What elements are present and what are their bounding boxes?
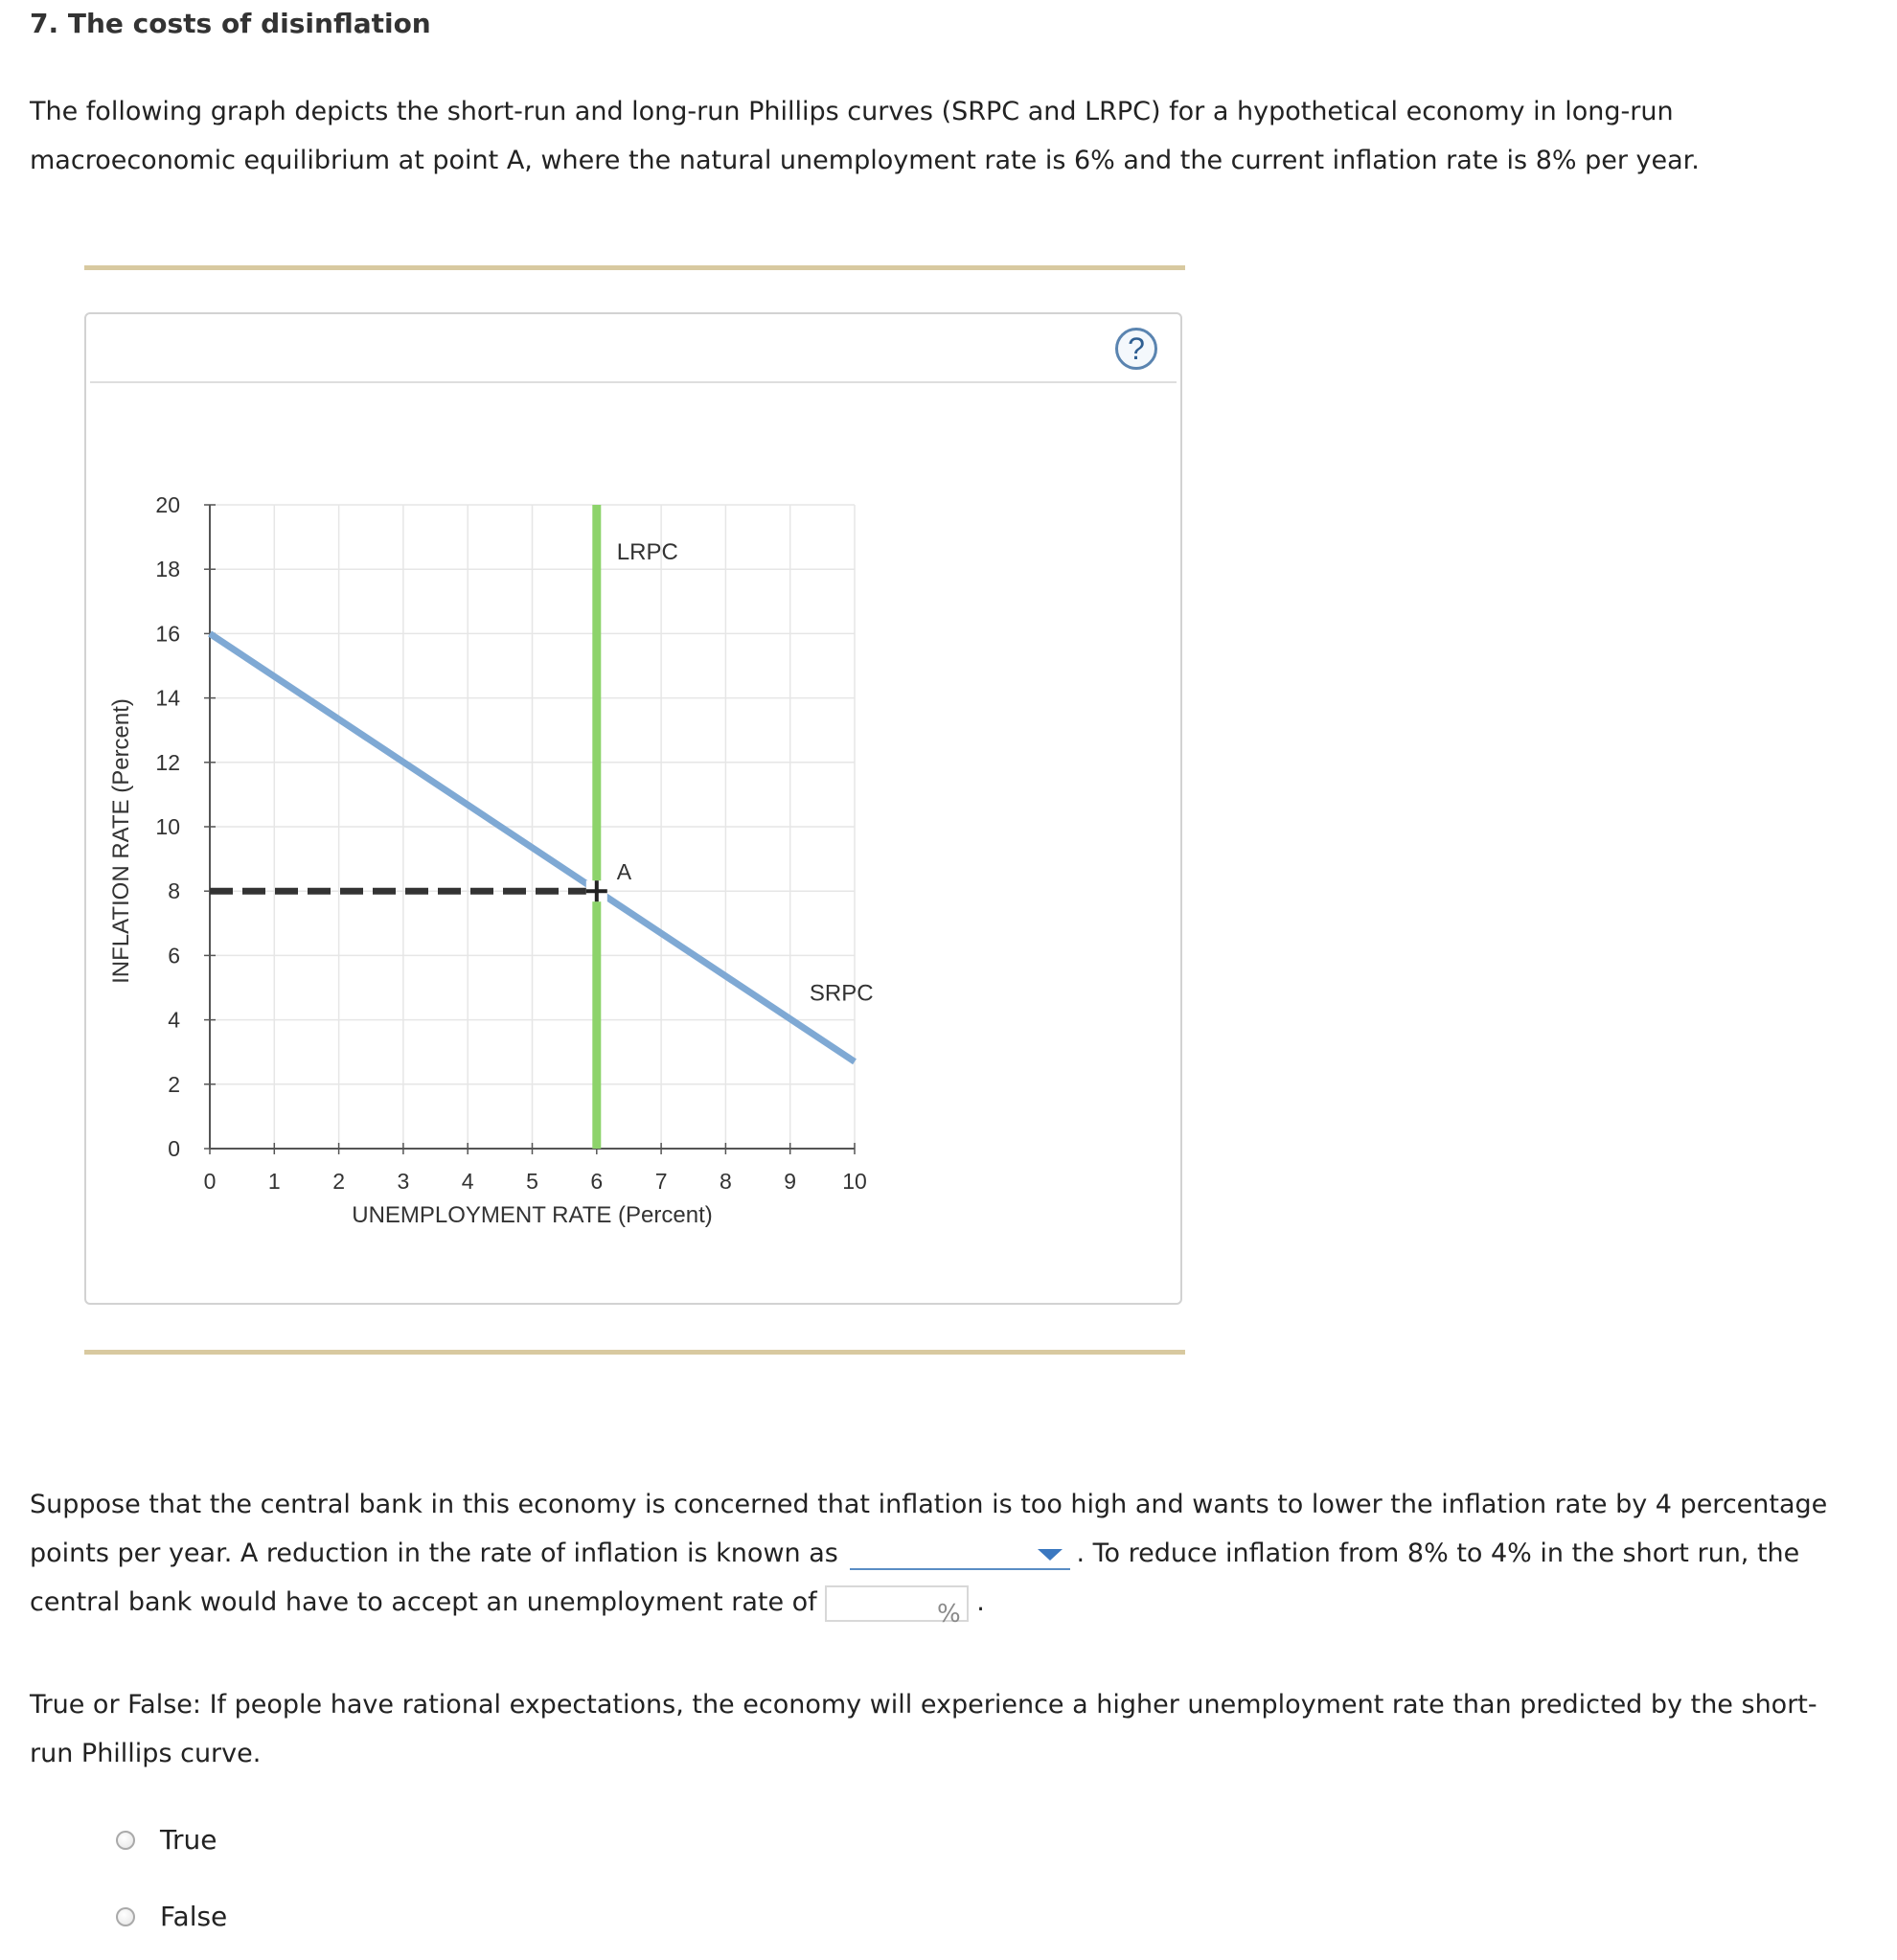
top-divider bbox=[84, 265, 1185, 270]
part1-text-a: Suppose that the central bank in this economy is concerned that inflation is too high and wants to lower the inflation rate by 4 percentage points per year. A reduction in the rate of inflation is known as bbox=[30, 1490, 1828, 1568]
y-tick-label: 10 bbox=[155, 814, 180, 839]
option-false-label: False bbox=[160, 1901, 228, 1932]
y-tick-label: 14 bbox=[155, 685, 180, 711]
part1-text-c: . bbox=[976, 1587, 985, 1617]
lrpc-label: LRPC bbox=[616, 539, 678, 566]
chevron-down-icon bbox=[1038, 1549, 1063, 1561]
graph-panel bbox=[84, 312, 1182, 1305]
x-tick-label: 0 bbox=[203, 1169, 217, 1194]
unemployment-rate-input[interactable] bbox=[827, 1595, 940, 1630]
question-part2: True or False: If people have rational expectations, the economy will experience a higher unemployment rate than predicted by the short-run Phillips curve. bbox=[30, 1690, 1817, 1768]
x-tick-label: 3 bbox=[397, 1169, 410, 1194]
y-tick-label: 18 bbox=[155, 557, 180, 582]
option-false[interactable] bbox=[116, 1901, 227, 1932]
x-tick-label: 8 bbox=[720, 1169, 732, 1194]
point-a-label: A bbox=[616, 859, 632, 885]
option-true[interactable] bbox=[116, 1824, 217, 1856]
radio-false[interactable] bbox=[116, 1907, 135, 1926]
x-tick-label: 10 bbox=[842, 1169, 867, 1194]
unemployment-rate-field[interactable] bbox=[825, 1585, 969, 1629]
question-title: 7. The costs of disinflation bbox=[30, 8, 431, 39]
help-button[interactable]: ? bbox=[1115, 328, 1157, 370]
radio-true[interactable] bbox=[116, 1831, 135, 1850]
percent-unit-label: % bbox=[936, 1599, 961, 1629]
part1-text-b: . To reduce inflation from 8% to 4% in the short run, the central bank would have to accept an unemployment rate of bbox=[30, 1538, 1800, 1617]
x-tick-label: 1 bbox=[267, 1169, 281, 1194]
srpc-label: SRPC bbox=[809, 980, 874, 1007]
y-tick-label: 2 bbox=[168, 1071, 180, 1097]
x-axis-title: UNEMPLOYMENT RATE (Percent) bbox=[352, 1202, 713, 1228]
phillips-curve-chart bbox=[86, 314, 1180, 1303]
x-tick-label: 5 bbox=[526, 1169, 538, 1194]
disinflation-term-dropdown[interactable] bbox=[850, 1539, 1070, 1570]
bottom-divider bbox=[84, 1350, 1185, 1355]
x-tick-label: 4 bbox=[461, 1169, 474, 1194]
question-part1 bbox=[30, 1480, 1860, 1627]
y-tick-label: 6 bbox=[168, 943, 180, 969]
option-true-label: True bbox=[160, 1824, 217, 1856]
x-tick-label: 9 bbox=[784, 1169, 797, 1194]
intro-text: The following graph depicts the short-run and long-run Phillips curves (SRPC and LRPC) for a hypothetical economy in long-run macroeconomic equilibrium at point A, where the natural unemployment rate is 6% and the current inflation rate is 8% per year. bbox=[30, 97, 1700, 175]
y-tick-label: 12 bbox=[155, 749, 180, 775]
x-tick-label: 6 bbox=[590, 1169, 604, 1194]
y-tick-label: 20 bbox=[155, 492, 180, 517]
y-tick-label: 8 bbox=[168, 878, 180, 904]
y-tick-label: 4 bbox=[168, 1007, 180, 1033]
x-tick-label: 2 bbox=[332, 1169, 345, 1194]
y-tick-label: 0 bbox=[168, 1136, 180, 1161]
x-tick-label: 7 bbox=[654, 1169, 668, 1194]
y-tick-label: 16 bbox=[155, 621, 180, 647]
y-axis-title: INFLATION RATE (Percent) bbox=[108, 698, 134, 984]
